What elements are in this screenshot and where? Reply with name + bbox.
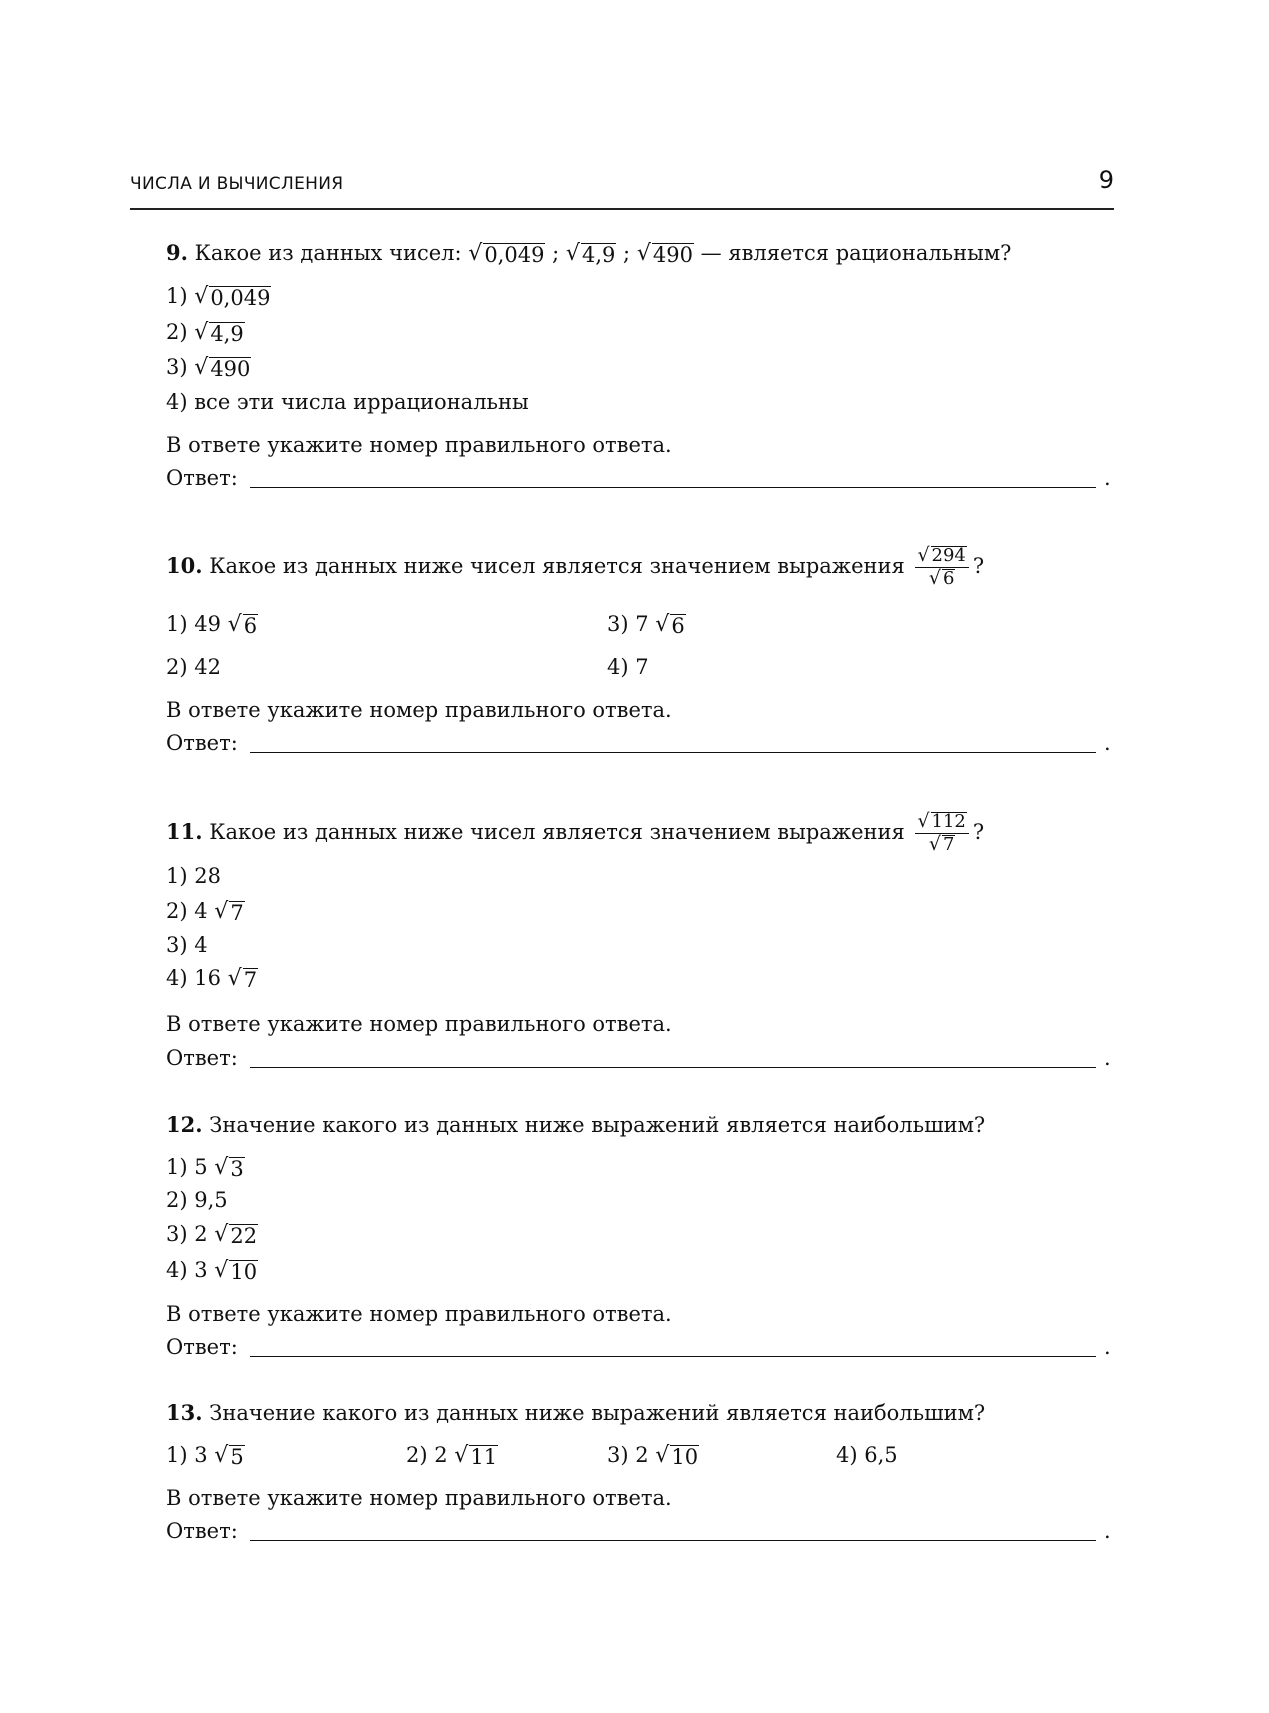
task-12-question (166, 1112, 985, 1138)
task-13-question (166, 1400, 985, 1426)
task-number: 11. (166, 819, 203, 844)
option-3 (607, 1443, 699, 1468)
option-3 (166, 355, 251, 380)
radicand: 0,049 (484, 243, 545, 267)
radical (214, 1260, 258, 1283)
task-11-question (166, 812, 984, 855)
radical (194, 322, 244, 345)
sqrt-icon: √ (468, 241, 483, 266)
fraction-numerator (915, 812, 968, 834)
sqrt-icon: √ (214, 1443, 229, 1468)
answer-label: Ответ: (166, 1335, 238, 1359)
radical (228, 968, 258, 991)
option-label: 2) (166, 320, 188, 344)
fraction (915, 546, 968, 589)
option-label: 4) 16 (166, 966, 221, 990)
sqrt-icon: √ (194, 284, 209, 309)
radical (194, 286, 271, 309)
sqrt-icon: √ (928, 833, 941, 855)
sqrt-icon: √ (917, 810, 930, 832)
option-3 (166, 1222, 258, 1247)
radical (655, 1445, 699, 1468)
radicand: 0,049 (210, 286, 271, 310)
option-2: 2) 9,5 (166, 1188, 228, 1212)
radical (454, 1445, 498, 1468)
radical (214, 1157, 244, 1180)
sqrt-icon: √ (454, 1443, 469, 1468)
radicand: 22 (230, 1224, 258, 1248)
answer-label: Ответ: (166, 1519, 238, 1543)
option-1 (166, 1443, 245, 1468)
radicand: 7 (942, 834, 955, 855)
question-text: Значение какого из данных ниже выражений является наибольшим? (209, 1113, 986, 1137)
page-number: 9 (1098, 166, 1114, 194)
answer-blank[interactable] (250, 1356, 1096, 1357)
task-number: 12. (166, 1112, 203, 1137)
task-9-question (166, 240, 1011, 266)
running-title: ЧИСЛА И ВЫЧИСЛЕНИЯ (130, 174, 344, 194)
answer-row (166, 1519, 1114, 1545)
option-4: 4) 7 (607, 655, 649, 679)
answer-label: Ответ: (166, 1046, 238, 1070)
answer-row (166, 1046, 1114, 1072)
answer-dot: . (1104, 1519, 1111, 1543)
sqrt-icon: √ (214, 1258, 229, 1283)
sqrt-icon: √ (214, 1222, 229, 1247)
instruction-text: В ответе укажите номер правильного ответа. (166, 1302, 672, 1326)
option-3 (607, 612, 686, 637)
sqrt-icon: √ (214, 899, 229, 924)
option-label: 1) 3 (166, 1443, 208, 1467)
radicand: 10 (671, 1445, 699, 1469)
option-label: 2) 2 (406, 1443, 448, 1467)
separator: ; (623, 241, 631, 265)
fraction-denominator (915, 834, 968, 855)
sqrt-icon: √ (565, 241, 580, 266)
task-number: 9. (166, 240, 188, 265)
answer-blank[interactable] (250, 487, 1096, 488)
sqrt-icon: √ (928, 567, 941, 589)
answer-blank[interactable] (250, 752, 1096, 753)
radicand: 4,9 (581, 243, 616, 267)
sqrt-icon: √ (194, 320, 209, 345)
sqrt-icon: √ (194, 355, 209, 380)
question-text: Какое из данных чисел: (194, 241, 462, 265)
answer-dot: . (1104, 731, 1111, 755)
radical (214, 901, 244, 924)
page-header (130, 166, 1114, 210)
radicand: 490 (652, 243, 693, 267)
answer-dot: . (1104, 1335, 1111, 1359)
option-1 (166, 612, 258, 637)
radical (214, 1445, 244, 1468)
answer-blank[interactable] (250, 1540, 1096, 1541)
question-text: Значение какого из данных ниже выражений является наибольшим? (209, 1401, 986, 1425)
radicand: 7 (230, 901, 244, 925)
option-2: 2) 42 (166, 655, 221, 679)
radicand: 4,9 (210, 322, 244, 346)
answer-dot: . (1104, 1046, 1111, 1070)
radicand: 490 (210, 357, 251, 381)
radicand: 6 (671, 614, 685, 638)
sqrt-icon: √ (227, 966, 242, 991)
question-text: — является рациональным? (700, 241, 1012, 265)
radical (637, 243, 694, 266)
option-label: 1) 49 (166, 612, 221, 636)
radicand: 10 (230, 1260, 258, 1284)
radicand: 6 (942, 568, 955, 589)
sqrt-icon: √ (214, 1155, 229, 1180)
instruction-text: В ответе укажите номер правильного ответа. (166, 1486, 672, 1510)
option-label: 2) 4 (166, 899, 208, 923)
option-2 (166, 899, 245, 924)
answer-label: Ответ: (166, 466, 238, 490)
sqrt-icon: √ (636, 241, 651, 266)
radical (655, 614, 685, 637)
radical (194, 357, 251, 380)
radicand: 3 (230, 1157, 244, 1181)
option-label: 4) 3 (166, 1258, 208, 1282)
option-2 (406, 1443, 498, 1468)
answer-label: Ответ: (166, 731, 238, 755)
answer-row (166, 731, 1114, 757)
option-label: 3) 2 (166, 1222, 208, 1246)
sqrt-icon: √ (227, 612, 242, 637)
option-label: 1) (166, 284, 188, 308)
option-label: 3) (166, 355, 188, 379)
fraction-denominator (915, 568, 968, 589)
task-10-question (166, 546, 984, 589)
fraction (915, 812, 968, 855)
option-4: 4) все эти числа иррациональны (166, 390, 529, 414)
answer-blank[interactable] (250, 1067, 1096, 1068)
separator: ; (552, 241, 560, 265)
radical (566, 243, 616, 266)
option-label: 3) 2 (607, 1443, 649, 1467)
sqrt-icon: √ (655, 1443, 670, 1468)
instruction-text: В ответе укажите номер правильного ответа. (166, 1012, 672, 1036)
answer-dot: . (1104, 466, 1111, 490)
question-mark: ? (972, 820, 985, 844)
option-2 (166, 320, 245, 345)
sqrt-icon: √ (917, 544, 930, 566)
option-3: 3) 4 (166, 933, 208, 957)
option-label: 3) 7 (607, 612, 649, 636)
option-1: 1) 28 (166, 864, 221, 888)
instruction-text: В ответе укажите номер правильного ответа. (166, 433, 672, 457)
sqrt-icon: √ (655, 612, 670, 637)
radicand: 6 (243, 614, 258, 638)
radical (468, 243, 545, 266)
task-number: 10. (166, 553, 203, 578)
fraction-numerator (915, 546, 968, 568)
option-1 (166, 1155, 245, 1180)
answer-row (166, 1335, 1114, 1361)
option-1 (166, 284, 271, 309)
option-4 (166, 966, 258, 991)
question-mark: ? (972, 554, 985, 578)
task-number: 13. (166, 1400, 203, 1425)
radicand: 5 (230, 1445, 244, 1469)
question-text: Какое из данных ниже чисел является значением выражения (209, 820, 905, 844)
answer-row (166, 466, 1114, 492)
radicand: 112 (931, 811, 966, 832)
option-4 (166, 1258, 258, 1283)
radical (228, 614, 258, 637)
option-label: 1) 5 (166, 1155, 208, 1179)
radicand: 294 (931, 545, 966, 566)
question-text: Какое из данных ниже чисел является значением выражения (209, 554, 905, 578)
option-4: 4) 6,5 (836, 1443, 898, 1467)
radical (214, 1224, 258, 1247)
radicand: 11 (470, 1445, 498, 1469)
radicand: 7 (243, 968, 258, 992)
instruction-text: В ответе укажите номер правильного ответа. (166, 698, 672, 722)
